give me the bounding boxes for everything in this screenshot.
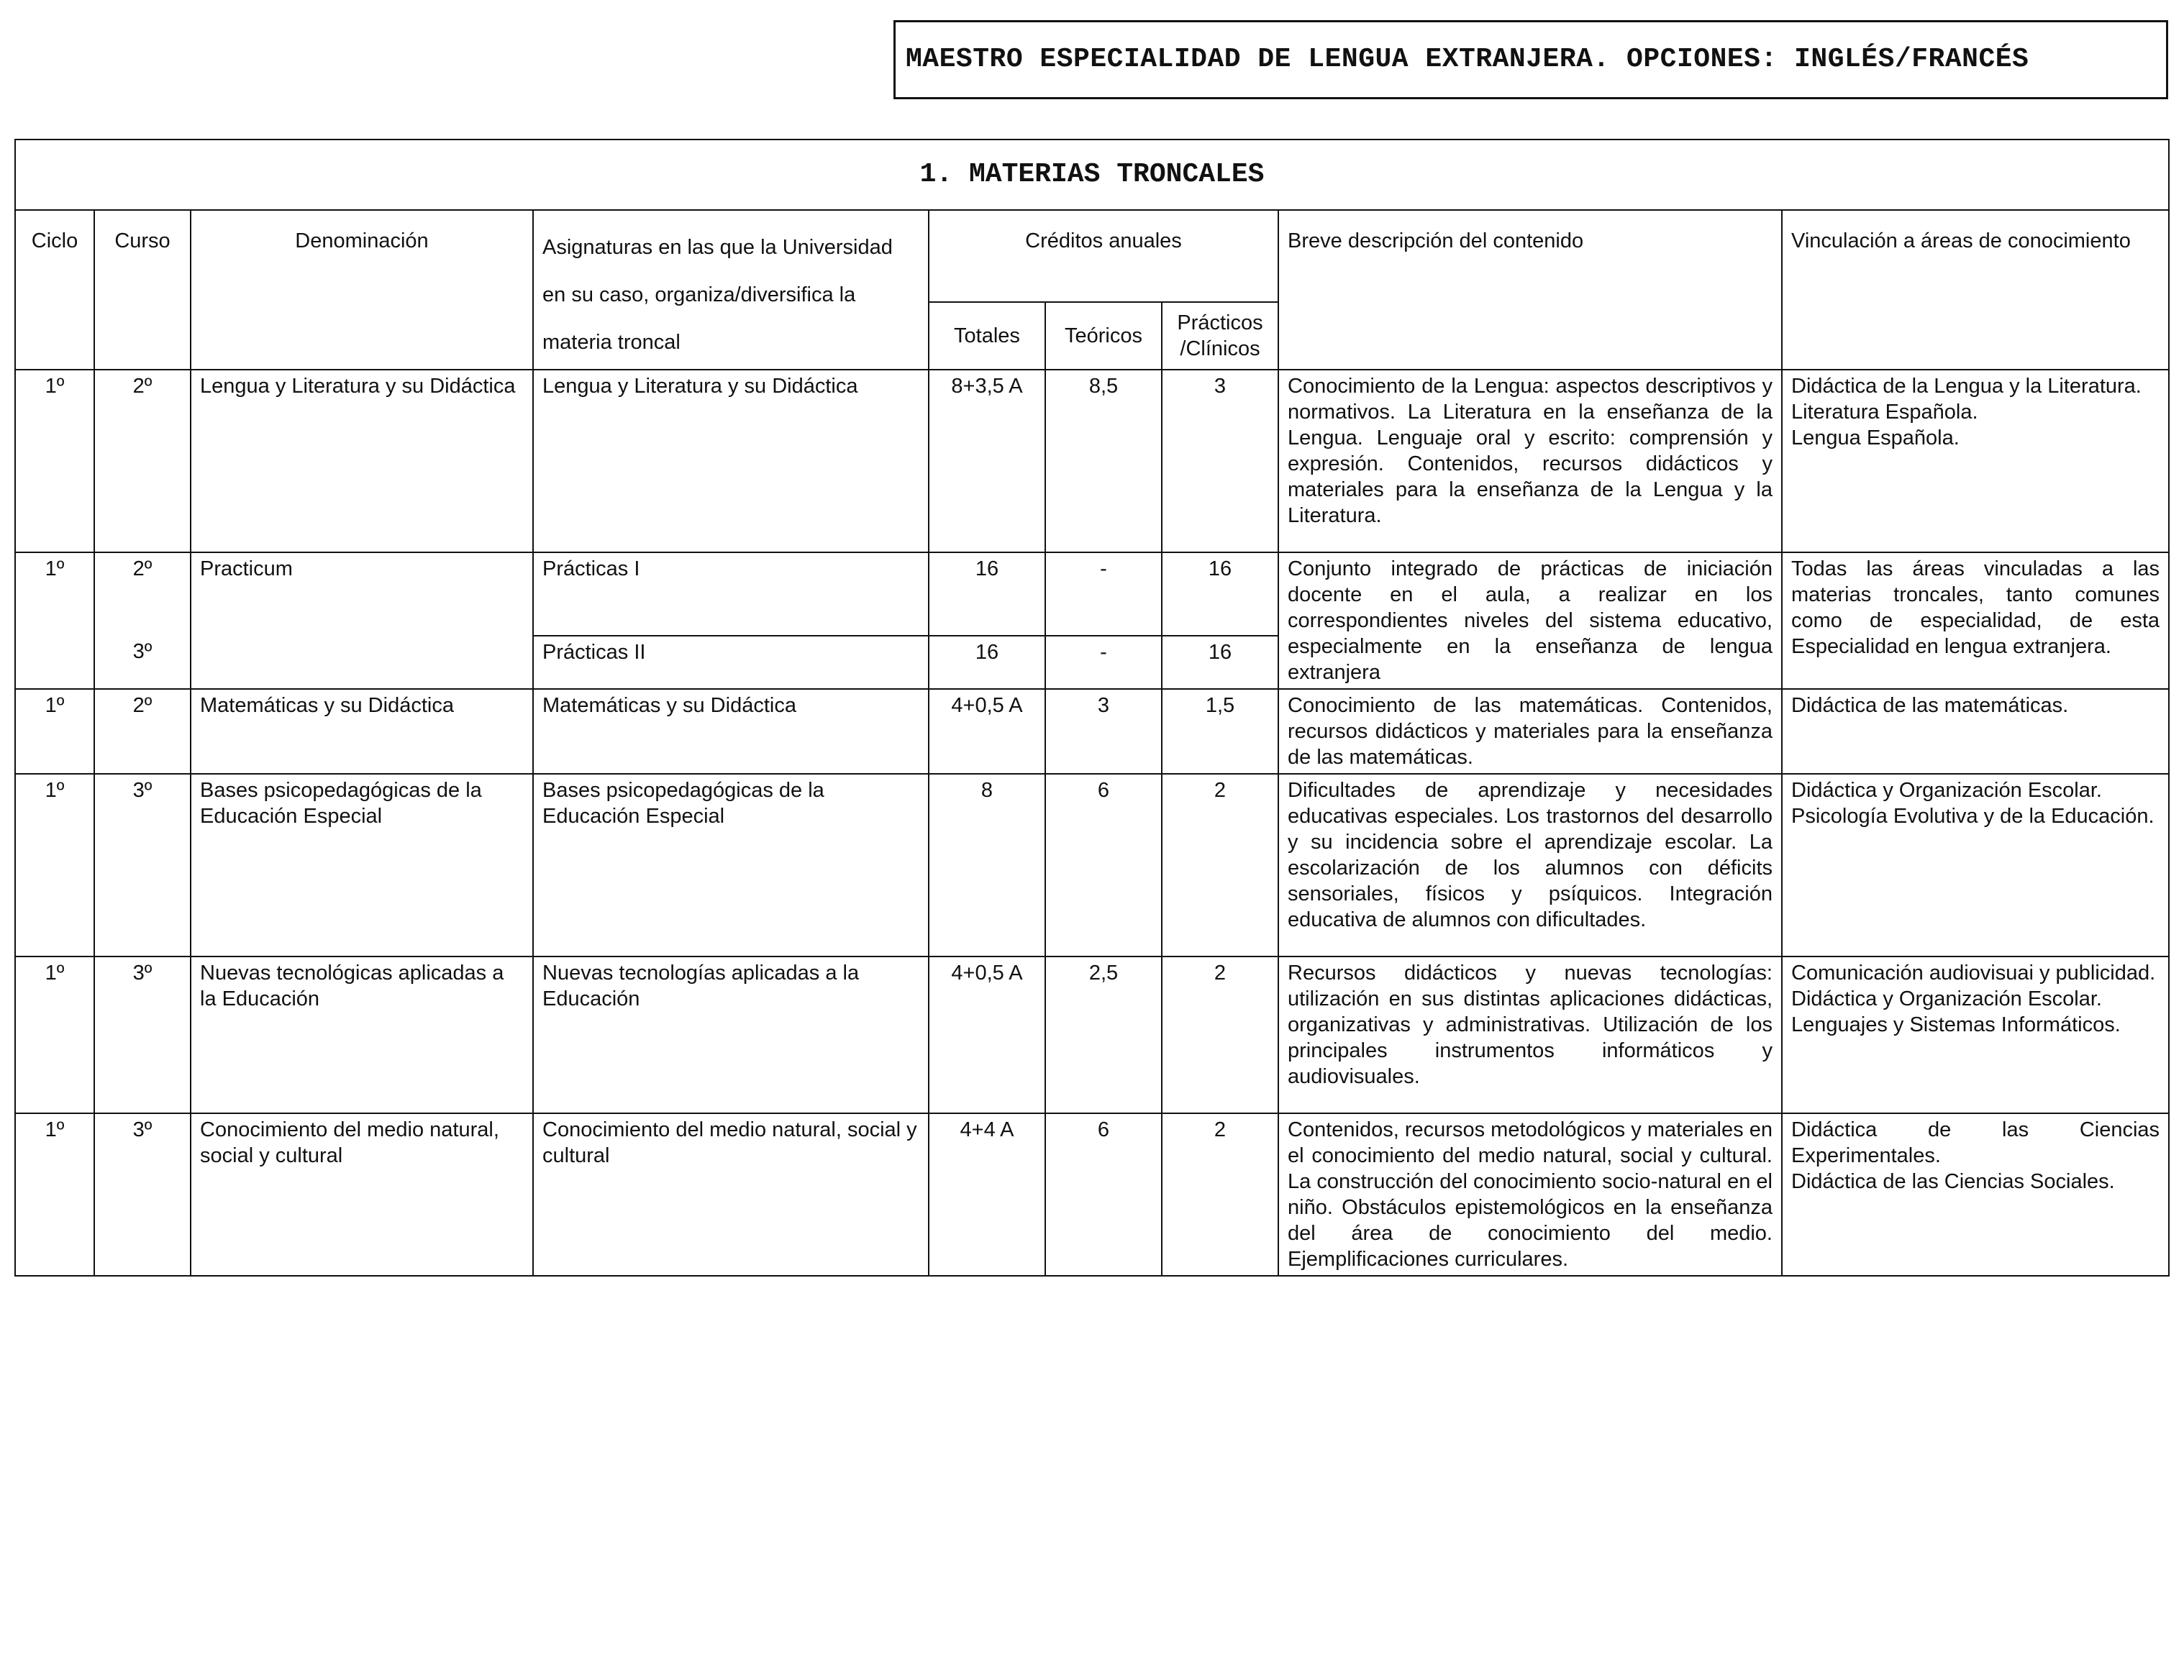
cell-totales: 16: [929, 636, 1045, 689]
cell-descripcion: Contenidos, recursos metodológicos y materiales en el conocimiento del medio natural, social y cultural. La construcción del conocimiento socio-natural en el niño. Obstáculos epistemológicos en la enseñanza del área de conocimiento del medio. Ejemplificaciones curriculares.: [1278, 1113, 1782, 1276]
table-row: [15, 689, 2169, 774]
cell-descripcion: Conocimiento de las matemáticas. Contenidos, recursos didácticos y materiales para la enseñanza de las matemáticas.: [1278, 689, 1782, 774]
col-vinculacion: Vinculación a áreas de conocimiento: [1782, 210, 2169, 370]
cell-teoricos: 3: [1045, 689, 1162, 774]
cell-totales: 8+3,5 A: [929, 370, 1045, 552]
document-title: MAESTRO ESPECIALIDAD DE LENGUA EXTRANJERA. OPCIONES: INGLÉS/FRANCÉS: [906, 44, 2029, 75]
cell-ciclo: 1º: [15, 689, 94, 774]
cell-curso: 2º: [94, 370, 191, 552]
cell-asignatura: Nuevas tecnologías aplicadas a la Educación: [533, 957, 929, 1113]
cell-ciclo: 1º: [15, 1113, 94, 1276]
cell-curso: 3º: [94, 1113, 191, 1276]
cell-vinculacion: Didáctica y Organización Escolar. Psicología Evolutiva y de la Educación.: [1782, 774, 2169, 957]
materias-troncales-table: [14, 139, 2170, 1277]
cell-totales: 4+0,5 A: [929, 689, 1045, 774]
section-title: 1. MATERIAS TRONCALES: [15, 140, 2169, 210]
col-descripcion: Breve descripción del contenido: [1278, 210, 1782, 370]
cell-teoricos: -: [1045, 636, 1162, 689]
cell-denominacion: Practicum: [191, 552, 533, 689]
col-practicos: Prácticos /Clínicos: [1162, 302, 1278, 370]
cell-totales: 4+0,5 A: [929, 957, 1045, 1113]
col-curso: Curso: [94, 210, 191, 370]
cell-descripcion: Dificultades de aprendizaje y necesidades educativas especiales. Los trastornos del desarrollo y su incidencia sobre el aprendizaje escolar. La escolarización de los alumnos con déficits sensoriales, físicos y psíquicos. Integración educativa de alumnos con dificultades.: [1278, 774, 1782, 957]
cell-descripcion: Conjunto integrado de prácticas de iniciación docente en el aula, a realizar en los correspondientes niveles del sistema educativo, especialmente en la enseñanza de lengua extranjera: [1278, 552, 1782, 689]
table-row: [15, 552, 2169, 636]
cell-curso: 3º: [94, 636, 191, 689]
cell-asignatura: Lengua y Literatura y su Didáctica: [533, 370, 929, 552]
cell-practicos: 16: [1162, 636, 1278, 689]
cell-totales: 16: [929, 552, 1045, 636]
cell-curso: 2º: [94, 552, 191, 636]
cell-practicos: 2: [1162, 774, 1278, 957]
cell-practicos: 2: [1162, 957, 1278, 1113]
col-totales: Totales: [929, 302, 1045, 370]
cell-ciclo: 1º: [15, 957, 94, 1113]
table-row: [15, 1113, 2169, 1276]
cell-vinculacion: Didáctica de la Lengua y la Literatura. Literatura Española. Lengua Española.: [1782, 370, 2169, 552]
cell-asignatura: Prácticas I: [533, 552, 929, 636]
cell-practicos: 2: [1162, 1113, 1278, 1276]
cell-curso: 3º: [94, 957, 191, 1113]
cell-denominacion: Matemáticas y su Didáctica: [191, 689, 533, 774]
cell-ciclo: 1º: [15, 774, 94, 957]
cell-descripcion: Conocimiento de la Lengua: aspectos descriptivos y normativos. La Literatura en la enseñanza de la Lengua. Lenguaje oral y escrito: comprensión y expresión. Contenidos, recursos didácticos y materiales para la enseñanza de la Lengua y la Literatura.: [1278, 370, 1782, 552]
cell-vinculacion: Didáctica de las Ciencias Experimentales. Didáctica de las Ciencias Sociales.: [1782, 1113, 2169, 1276]
cell-practicos: 1,5: [1162, 689, 1278, 774]
col-ciclo: Ciclo: [15, 210, 94, 370]
cell-practicos: 16: [1162, 552, 1278, 636]
col-teoricos: Teóricos: [1045, 302, 1162, 370]
cell-teoricos: -: [1045, 552, 1162, 636]
cell-curso: 2º: [94, 689, 191, 774]
cell-asignatura: Matemáticas y su Didáctica: [533, 689, 929, 774]
cell-descripcion: Recursos didácticos y nuevas tecnologías: utilización en sus distintas aplicaciones didácticas, organizativas y administrativas. Utilización de los principales instrumentos informáticos y audiovisuales.: [1278, 957, 1782, 1113]
header-row: [15, 210, 2169, 302]
table-row: [15, 957, 2169, 1113]
cell-denominacion: Nuevas tecnológicas aplicadas a la Educación: [191, 957, 533, 1113]
cell-teoricos: 8,5: [1045, 370, 1162, 552]
table-row: [15, 370, 2169, 552]
cell-totales: 4+4 A: [929, 1113, 1045, 1276]
cell-denominacion: Lengua y Literatura y su Didáctica: [191, 370, 533, 552]
cell-denominacion: Bases psicopedagógicas de la Educación Especial: [191, 774, 533, 957]
cell-totales: 8: [929, 774, 1045, 957]
cell-vinculacion: Comunicación audiovisuai y publicidad. Didáctica y Organización Escolar. Lenguajes y Sistemas Informáticos.: [1782, 957, 2169, 1113]
cell-practicos: 3: [1162, 370, 1278, 552]
cell-teoricos: 6: [1045, 774, 1162, 957]
cell-vinculacion: Todas las áreas vinculadas a las materias troncales, tanto comunes como de especialidad, de esta Especialidad en lengua extranjera.: [1782, 552, 2169, 689]
cell-vinculacion: Didáctica de las matemáticas.: [1782, 689, 2169, 774]
table-row: [15, 774, 2169, 957]
cell-ciclo: 1º: [15, 552, 94, 689]
col-asignaturas: Asignaturas en las que la Universidad en su caso, organiza/diversifica la materia troncal: [533, 210, 929, 370]
col-denominacion: Denominación: [191, 210, 533, 370]
col-creditos: Créditos anuales: [929, 210, 1278, 302]
cell-teoricos: 2,5: [1045, 957, 1162, 1113]
document-title-box: [893, 20, 2168, 99]
cell-asignatura: Conocimiento del medio natural, social y cultural: [533, 1113, 929, 1276]
cell-curso: 3º: [94, 774, 191, 957]
cell-asignatura: Bases psicopedagógicas de la Educación Especial: [533, 774, 929, 957]
cell-asignatura: Prácticas II: [533, 636, 929, 689]
cell-ciclo: 1º: [15, 370, 94, 552]
cell-teoricos: 6: [1045, 1113, 1162, 1276]
cell-denominacion: Conocimiento del medio natural, social y cultural: [191, 1113, 533, 1276]
